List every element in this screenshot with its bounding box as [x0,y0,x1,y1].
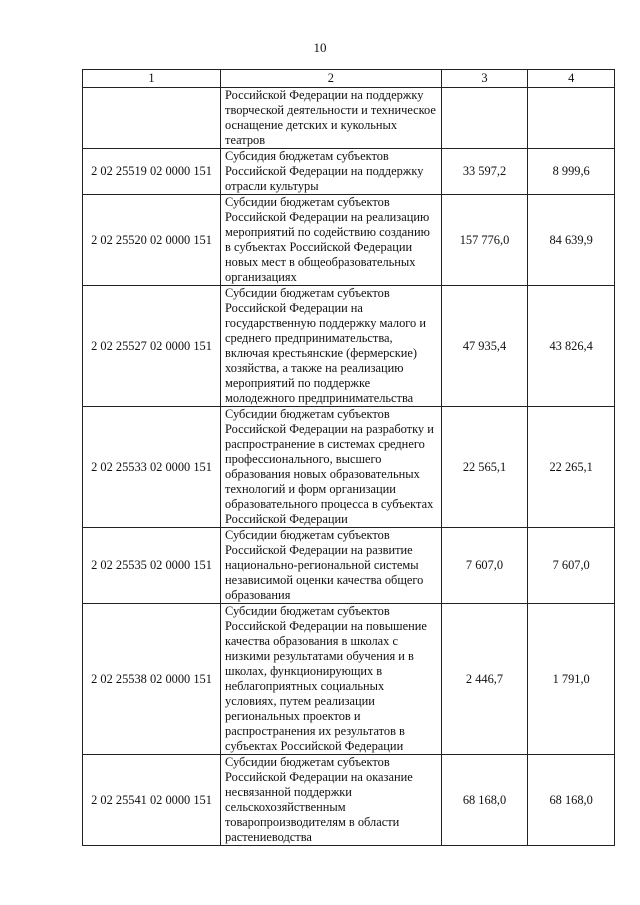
row-code-cell: 2 02 25535 02 0000 151 [83,528,221,604]
row-code-cell: 2 02 25538 02 0000 151 [83,604,221,755]
row-value-4-cell: 43 826,4 [528,286,615,407]
row-value-3-cell: 33 597,2 [441,149,528,195]
table-row [83,407,615,528]
budget-table [82,69,615,846]
row-value-3-cell: 47 935,4 [441,286,528,407]
row-value-3-cell: 7 607,0 [441,528,528,604]
column-header-2: 2 [221,70,442,88]
row-name-cell: Субсидии бюджетам субъектов Российской Федерации на развитие национально-региональной системы независимой оценки качества общего образования [221,528,442,604]
table-row [83,604,615,755]
page-number: 10 [313,40,327,55]
column-header-3: 3 [441,70,528,88]
row-value-4-cell: 22 265,1 [528,407,615,528]
row-value-4-cell: 68 168,0 [528,755,615,846]
row-code-cell: 2 02 25520 02 0000 151 [83,195,221,286]
row-value-3-cell: 157 776,0 [441,195,528,286]
row-name-cell: Субсидии бюджетам субъектов Российской Федерации на оказание несвязанной поддержки сельскохозяйственным товаропроизводителям в области растениеводства [221,755,442,846]
row-value-4-cell: 8 999,6 [528,149,615,195]
row-code-cell: 2 02 25527 02 0000 151 [83,286,221,407]
column-header-4: 4 [528,70,615,88]
row-value-3-cell: 68 168,0 [441,755,528,846]
row-code-cell [83,88,221,149]
column-header-1: 1 [83,70,221,88]
row-code-cell: 2 02 25519 02 0000 151 [83,149,221,195]
row-name-cell: Российской Федерации на поддержку творческой деятельности и техническое оснащение детских и кукольных театров [221,88,442,149]
row-name-cell: Субсидии бюджетам субъектов Российской Федерации на государственную поддержку малого и среднего предпринимательства, включая крестьянские (фермерские) хозяйства, а также на реализацию мероприятий по поддержке молодежного предпринимательства [221,286,442,407]
table-row [83,195,615,286]
row-code-cell: 2 02 25533 02 0000 151 [83,407,221,528]
row-code-cell: 2 02 25541 02 0000 151 [83,755,221,846]
table-header-row [83,70,615,88]
row-value-4-cell [528,88,615,149]
table-row [83,755,615,846]
table-row [83,149,615,195]
row-value-4-cell: 7 607,0 [528,528,615,604]
row-name-cell: Субсидии бюджетам субъектов Российской Федерации на повышение качества образования в школах с низкими результатами обучения и в школах, функционирующих в неблагоприятных социальных условиях, путем реализации региональных проектов и распространения их результатов в субъектах Российской Федерации [221,604,442,755]
row-value-3-cell [441,88,528,149]
table-row [83,286,615,407]
table-row [83,528,615,604]
row-name-cell: Субсидии бюджетам субъектов Российской Федерации на разработку и распространение в системах среднего профессионального, высшего образования новых образовательных технологий и форм организации образовательного процесса в субъектах Российской Федерации [221,407,442,528]
row-name-cell: Субсидия бюджетам субъектов Российской Федерации на поддержку отрасли культуры [221,149,442,195]
row-value-4-cell: 1 791,0 [528,604,615,755]
row-name-cell: Субсидии бюджетам субъектов Российской Федерации на реализацию мероприятий по содействию созданию в субъектах Российской Федерации новых мест в общеобразовательных организациях [221,195,442,286]
row-value-4-cell: 84 639,9 [528,195,615,286]
row-value-3-cell: 22 565,1 [441,407,528,528]
table-row [83,88,615,149]
row-value-3-cell: 2 446,7 [441,604,528,755]
